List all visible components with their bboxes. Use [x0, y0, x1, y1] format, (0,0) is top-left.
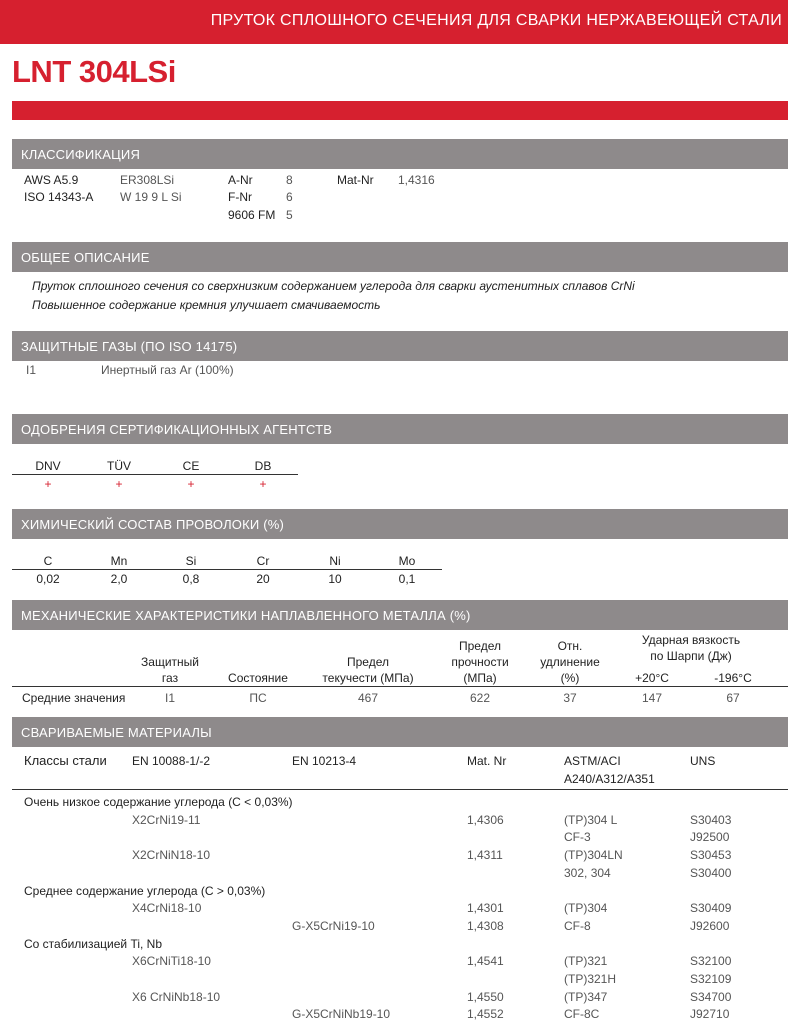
section-title: ЗАЩИТНЫЕ ГАЗЫ (ПО ISO 14175)	[21, 339, 238, 354]
approval-dnv: DNV	[35, 459, 61, 473]
element-mo: Mo	[398, 554, 416, 568]
materials-divider	[12, 789, 788, 790]
element-cr: Cr	[256, 554, 270, 568]
value-tensile: 622	[469, 691, 491, 705]
material-cell-en1: X2CrNi19-11	[132, 812, 201, 827]
col-elong-3: (%)	[560, 671, 580, 685]
section-header-description	[12, 242, 788, 272]
material-cell-uns: S32100	[690, 954, 732, 969]
element-value: 0,02	[36, 572, 60, 586]
material-cell-mat: 1,4552	[467, 1007, 504, 1022]
col-elong-2: удлинение	[540, 655, 600, 669]
section-title: МЕХАНИЧЕСКИЕ ХАРАКТЕРИСТИКИ НАПЛАВЛЕННОГО МЕТАЛЛА (%)	[21, 608, 471, 623]
material-cell-uns: S30403	[690, 812, 732, 827]
material-cell-en1: X6CrNiTi18-10	[132, 954, 211, 969]
section-header-classification	[12, 139, 788, 169]
element-ni: Ni	[329, 554, 341, 568]
col-uns: UNS	[690, 754, 716, 768]
approval-ce: CE	[182, 459, 200, 473]
top-banner	[0, 0, 788, 44]
value-elongation: 37	[563, 691, 577, 705]
section-title: ХИМИЧЕСКИЙ СОСТАВ ПРОВОЛОКИ (%)	[21, 517, 285, 532]
material-cell-astm: (TP)347	[564, 989, 608, 1004]
col-steel-class: Классы стали	[24, 753, 107, 768]
col-astm-2: A240/A312/A351	[564, 772, 655, 786]
material-cell-uns: S30400	[690, 865, 732, 880]
gas-code: I1	[26, 363, 37, 377]
material-cell-uns: J92600	[690, 918, 730, 933]
material-cell-uns: S30409	[690, 901, 732, 916]
element-value: 2,0	[110, 572, 128, 586]
fm-label: 9606 FM	[228, 208, 276, 222]
material-cell-en1: X2CrNiN18-10	[132, 848, 211, 863]
description-line-2: Повышенное содержание кремния улучшает смачиваемость	[32, 298, 381, 312]
fnr-label: F-Nr	[228, 190, 252, 204]
mechanical-divider	[12, 686, 788, 687]
value-impact-20: 147	[641, 691, 663, 705]
material-cell-mat: 1,4541	[467, 954, 504, 969]
approval-tuv: TÜV	[107, 459, 131, 473]
material-cell-astm: CF-3	[564, 830, 591, 845]
material-cell-astm: CF-8C	[564, 1007, 600, 1022]
col-en10213: EN 10213-4	[292, 754, 357, 768]
material-cell-uns: S30453	[690, 848, 732, 863]
material-cell-astm: 302, 304	[564, 865, 611, 880]
element-value: 0,8	[182, 572, 200, 586]
material-cell-astm: (TP)304LN	[564, 848, 623, 863]
description-line-1: Пруток сплошного сечения со сверхнизким содержанием углерода для сварки аустенитных сплавов CrNi	[32, 279, 635, 293]
approval-mark: +	[187, 477, 195, 491]
element-c: C	[43, 554, 53, 568]
col-impact-196: -196°C	[714, 671, 752, 685]
gas-description: Инертный газ Ar (100%)	[101, 363, 234, 377]
element-si: Si	[185, 554, 197, 568]
fm-value: 5	[286, 208, 293, 222]
section-header-materials	[12, 717, 788, 747]
row-label-average: Средние значения	[22, 691, 126, 705]
material-cell-astm: CF-8	[564, 918, 591, 933]
anr-label: A-Nr	[228, 173, 253, 187]
section-title: ОБЩЕЕ ОПИСАНИЕ	[21, 250, 150, 265]
element-value: 10	[328, 572, 342, 586]
section-header-gases	[12, 331, 788, 361]
material-cell-astm: (TP)321	[564, 954, 608, 969]
material-cell-uns: S34700	[690, 989, 732, 1004]
section-title: СВАРИВАЕМЫЕ МАТЕРИАЛЫ	[21, 725, 212, 740]
product-title: LNT 304LSi	[12, 54, 176, 89]
material-cell-uns: J92500	[690, 830, 730, 845]
section-title: КЛАССИФИКАЦИЯ	[21, 147, 141, 162]
anr-value: 8	[286, 173, 293, 187]
value-state: ПС	[249, 691, 267, 705]
section-title: ОДОБРЕНИЯ СЕРТИФИКАЦИОННЫХ АГЕНТСТВ	[21, 422, 333, 437]
element-value: 0,1	[398, 572, 416, 586]
col-yield-1: Предел	[347, 655, 389, 669]
material-cell-en1: X4CrNi18-10	[132, 901, 202, 916]
col-tensile-3: (МПа)	[463, 671, 497, 685]
material-cell-astm: (TP)321H	[564, 972, 617, 986]
material-cell-en1: X6 CrNiNb18-10	[132, 989, 221, 1004]
material-group-label: Со стабилизацией Ti, Nb	[24, 936, 163, 951]
material-cell-astm: (TP)304	[564, 901, 608, 916]
material-cell-mat: 1,4311	[467, 848, 503, 863]
chemistry-divider	[12, 569, 442, 570]
fnr-value: 6	[286, 190, 293, 204]
approvals-divider	[12, 474, 298, 475]
element-mn: Mn	[110, 554, 128, 568]
col-gas-2: газ	[161, 671, 179, 685]
material-group-label: Очень низкое содержание углерода (C < 0,03%)	[24, 795, 293, 809]
matnr-value: 1,4316	[398, 173, 435, 187]
col-en10088: EN 10088-1/-2	[132, 754, 211, 768]
approval-mark: +	[44, 477, 52, 491]
iso-label: ISO 14343-A	[24, 190, 94, 204]
col-tensile-2: прочности	[451, 655, 509, 669]
material-cell-mat: 1,4301	[467, 901, 504, 916]
section-header-mechanical	[12, 600, 788, 630]
approval-db: DB	[254, 459, 272, 473]
col-elong-1: Отн.	[557, 639, 583, 653]
material-cell-en2: G-X5CrNi19-10	[292, 918, 375, 933]
section-header-chemistry	[12, 509, 788, 539]
material-cell-astm: (TP)304 L	[564, 812, 618, 827]
col-astm-1: ASTM/ACI	[564, 754, 621, 768]
aws-label: AWS A5.9	[24, 173, 79, 187]
value-yield: 467	[357, 691, 379, 705]
col-impact-2: по Шарпи (Дж)	[650, 649, 732, 663]
value-gas: I1	[164, 691, 176, 705]
material-cell-mat: 1,4550	[467, 989, 504, 1004]
material-group-label: Среднее содержание углерода (C > 0,03%)	[24, 883, 266, 898]
material-cell-uns: S32109	[690, 972, 732, 986]
col-tensile-1: Предел	[459, 639, 501, 653]
approval-mark: +	[259, 477, 267, 491]
col-matnr: Mat. Nr	[467, 754, 507, 768]
col-impact-20: +20°C	[635, 671, 669, 685]
col-impact-1: Ударная вязкость	[641, 633, 741, 647]
value-impact-196: 67	[726, 691, 740, 705]
material-cell-mat: 1,4306	[467, 812, 504, 827]
section-header-approvals	[12, 414, 788, 444]
iso-value: W 19 9 L Si	[120, 190, 182, 204]
approval-mark: +	[115, 477, 123, 491]
matnr-label: Mat-Nr	[337, 173, 374, 187]
element-value: 20	[256, 572, 270, 586]
col-state: Состояние	[228, 671, 288, 685]
title-underline-bar	[12, 101, 788, 120]
material-cell-uns: J92710	[690, 1007, 730, 1022]
col-yield-2: текучести (МПа)	[322, 671, 414, 685]
material-cell-en2: G-X5CrNiNb19-10	[292, 1007, 391, 1022]
col-gas-1: Защитный	[141, 655, 199, 669]
aws-value: ER308LSi	[120, 173, 175, 187]
material-cell-mat: 1,4308	[467, 918, 504, 933]
document-category: ПРУТОК СПЛОШНОГО СЕЧЕНИЯ ДЛЯ СВАРКИ НЕРЖАВЕЮЩЕЙ СТАЛИ	[210, 12, 782, 29]
